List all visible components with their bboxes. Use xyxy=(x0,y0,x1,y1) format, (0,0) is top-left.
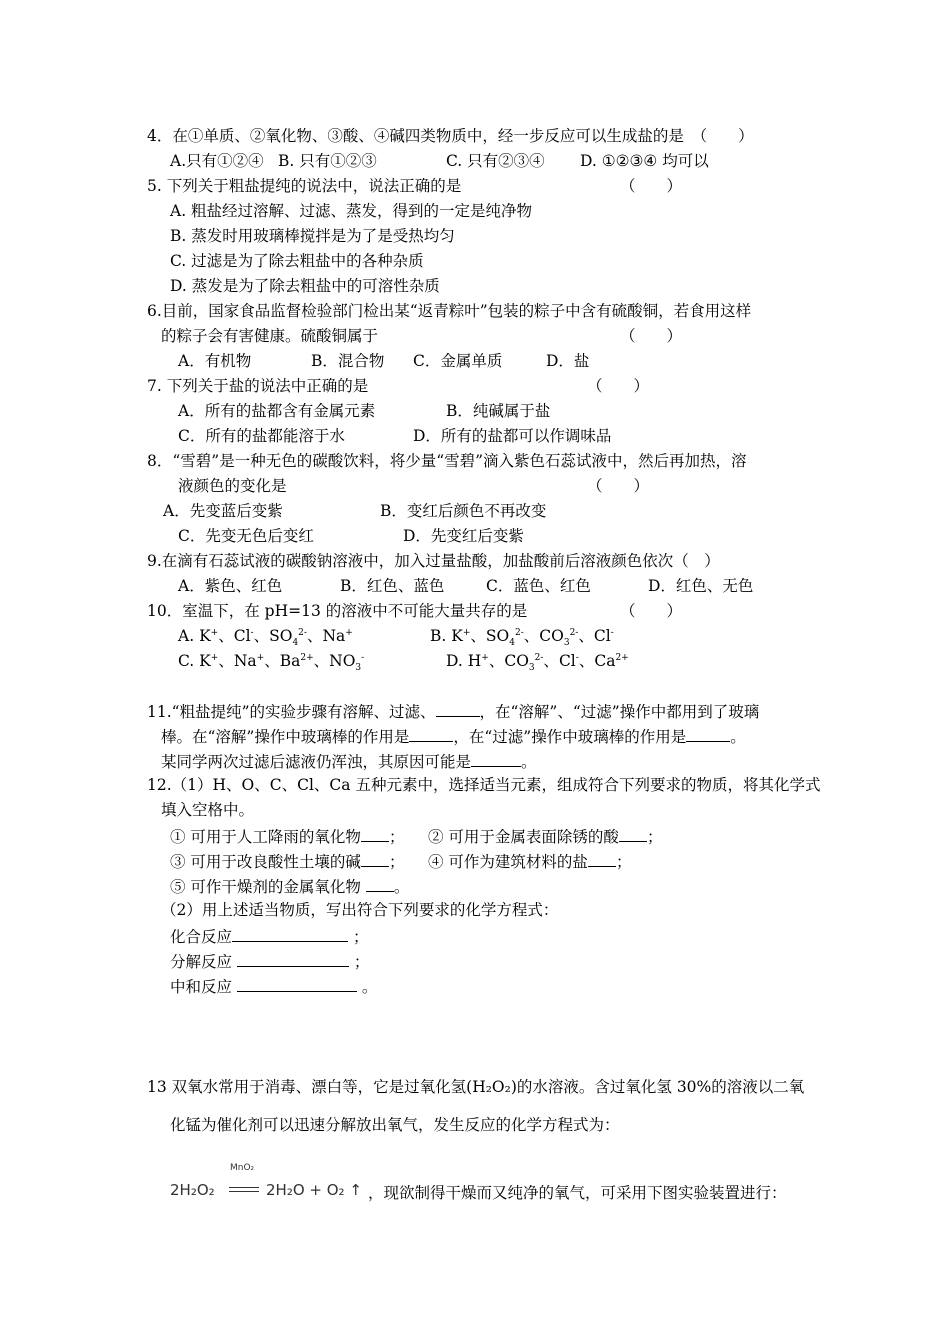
q11-line1: 11.“粗盐提纯”的实验步骤有溶解、过滤、 ，在“溶解”、“过滤”操作中都用到了玻璃 xyxy=(147,700,759,722)
q5-stem: 5. 下列关于粗盐提纯的说法中，说法正确的是 xyxy=(147,177,462,195)
q10-option-b: B. K+、$SO_4^{2-}$、$CO_3^{2-}$、Cl- xyxy=(430,627,614,649)
q12-item-2: ② 可用于金属表面除锈的酸 ； xyxy=(428,825,662,847)
q6-option-d: D．盐 xyxy=(546,352,590,370)
q11-blank-4[interactable] xyxy=(471,750,521,767)
q9-option-c: C．蓝色、红色 xyxy=(486,577,591,595)
q10-option-d: D. H+、$CO_3^{2-}$、Cl-、$Ca^{2+}$ xyxy=(446,652,629,674)
q11-line2: 棒。在“溶解”操作中玻璃棒的作用是 ，在“过滤”操作中玻璃棒的作用是 。 xyxy=(161,725,746,747)
q6-option-a: A．有机物 xyxy=(178,352,252,370)
q13-line3: ，现欲制得干燥而又纯净的氧气，可采用下图实验装置进行： xyxy=(368,1184,787,1202)
q12-reaction-decomposition: 分解反应 ； xyxy=(170,950,369,972)
q11-line3: 某同学两次过滤后滤液仍浑浊，其原因可能是 。 xyxy=(161,750,537,772)
q12-item-3: ③ 可用于改良酸性土壤的碱 ； xyxy=(170,850,404,872)
q12-line1: 12.（1）H、O、C、Cl、Ca 五种元素中，选择适当元素，组成符合下列要求的物质，将其化学式 xyxy=(147,776,821,794)
q10-option-c: C. K+、Na+、$Ba^{2+}$、$NO_3^-$ xyxy=(178,652,365,674)
q8-stem-line2: 液颜色的变化是 xyxy=(178,477,287,495)
q12-part2: （2）用上述适当物质，写出符合下列要求的化学方程式： xyxy=(161,901,559,919)
q9-option-b: B．红色、蓝色 xyxy=(340,577,445,595)
q6-bracket: （ ） xyxy=(620,327,683,345)
q8-option-d: D．先变红后变紫 xyxy=(403,527,524,545)
q10-option-a: A. K+、Cl-、$SO_4^{2-}$、Na+ xyxy=(178,627,353,649)
q10-bracket: （ ） xyxy=(620,602,683,620)
q12-blank-decomposition[interactable] xyxy=(237,950,349,967)
q12-blank-2[interactable] xyxy=(619,825,647,842)
q8-bracket: （ ） xyxy=(587,477,650,495)
q12-blank-1[interactable] xyxy=(361,825,389,842)
q10-stem: 10．室温下，在 pH=13 的溶液中不可能大量共存的是 xyxy=(147,602,528,620)
q8-stem-line1: 8．“雪碧”是一种无色的碳酸饮料，将少量“雪碧”滴入紫色石蕊试液中，然后再加热，溶 xyxy=(147,452,747,470)
q11-blank-2[interactable] xyxy=(409,725,453,742)
q8-option-a: A．先变蓝后变紫 xyxy=(163,502,283,520)
q13-catalyst-label: MnO₂ xyxy=(230,1163,255,1173)
q12-reaction-combination: 化合反应 ； xyxy=(170,925,368,947)
q5-option-d: D. 蒸发是为了除去粗盐中的可溶性杂质 xyxy=(170,277,440,295)
q5-option-a: A. 粗盐经过溶解、过滤、蒸发，得到的一定是纯净物 xyxy=(170,202,533,220)
q12-blank-4[interactable] xyxy=(588,850,616,867)
q8-option-c: C．先变无色后变红 xyxy=(178,527,314,545)
q7-option-d: D．所有的盐都可以作调味品 xyxy=(413,427,612,445)
q9-option-a: A．紫色、红色 xyxy=(178,577,283,595)
q13-equation-right: 2H₂O + O₂ ↑ xyxy=(266,1181,362,1199)
q13-reaction-sign xyxy=(229,1187,259,1192)
q6-option-b: B．混合物 xyxy=(311,352,385,370)
q12-blank-3[interactable] xyxy=(361,850,389,867)
q6-option-c: C．金属单质 xyxy=(413,352,503,370)
q4-option-c: C. 只有②③④ xyxy=(446,152,545,170)
q11-blank-3[interactable] xyxy=(686,725,730,742)
q12-item-1: ① 可用于人工降雨的氧化物 ； xyxy=(170,825,404,847)
q5-option-b: B. 蒸发时用玻璃棒搅拌是为了是受热均匀 xyxy=(170,227,455,245)
q6-stem-line2: 的粽子会有害健康。硫酸铜属于 xyxy=(161,327,379,345)
q5-bracket: （ ） xyxy=(620,177,683,195)
q4-option-a: A.只有①②④ xyxy=(170,152,264,170)
q12-blank-combination[interactable] xyxy=(232,925,348,942)
q8-option-b: B．变红后颜色不再改变 xyxy=(380,502,547,520)
q12-item-5: ⑤ 可作干燥剂的金属氧化物 。 xyxy=(170,875,409,897)
q4-option-b: B. 只有①②③ xyxy=(278,152,377,170)
q7-bracket: （ ） xyxy=(587,377,650,395)
q13-line1: 13 双氧水常用于消毒、漂白等，它是过氧化氢(H₂O₂)的水溶液。含过氧化氢 30%的溶液以二氧 xyxy=(147,1078,805,1096)
q13-equation-left: 2H₂O₂ xyxy=(170,1181,215,1199)
q9-stem: 9.在滴有石蕊试液的碳酸钠溶液中，加入过量盐酸，加盐酸前后溶液颜色依次（ ） xyxy=(147,552,720,570)
q4-stem: 4．在①单质、②氧化物、③酸、④碱四类物质中，经一步反应可以生成盐的是 （ ） xyxy=(147,127,754,145)
q12-blank-neutralization[interactable] xyxy=(237,975,357,992)
q4-option-d: D. ①②③④ 均可以 xyxy=(580,152,709,170)
q11-blank-1[interactable] xyxy=(436,700,480,717)
q12-blank-5[interactable] xyxy=(366,875,394,892)
q7-option-b: B．纯碱属于盐 xyxy=(446,402,551,420)
q7-stem: 7. 下列关于盐的说法中正确的是 xyxy=(147,377,369,395)
q13-line2: 化锰为催化剂可以迅速分解放出氧气，发生反应的化学方程式为： xyxy=(170,1116,620,1134)
q6-stem-line1: 6.目前，国家食品监督检验部门检出某“返青粽叶”包装的粽子中含有硫酸铜，若食用这样 xyxy=(147,302,752,320)
q7-option-a: A．所有的盐都含有金属元素 xyxy=(178,402,376,420)
q9-option-d: D．红色、无色 xyxy=(648,577,754,595)
q5-option-c: C. 过滤是为了除去粗盐中的各种杂质 xyxy=(170,252,424,270)
q12-item-4: ④ 可作为建筑材料的盐 ； xyxy=(428,850,631,872)
q7-option-c: C．所有的盐都能溶于水 xyxy=(178,427,345,445)
q12-line2: 填入空格中。 xyxy=(161,801,255,819)
q12-reaction-neutralization: 中和反应 。 xyxy=(170,975,377,997)
